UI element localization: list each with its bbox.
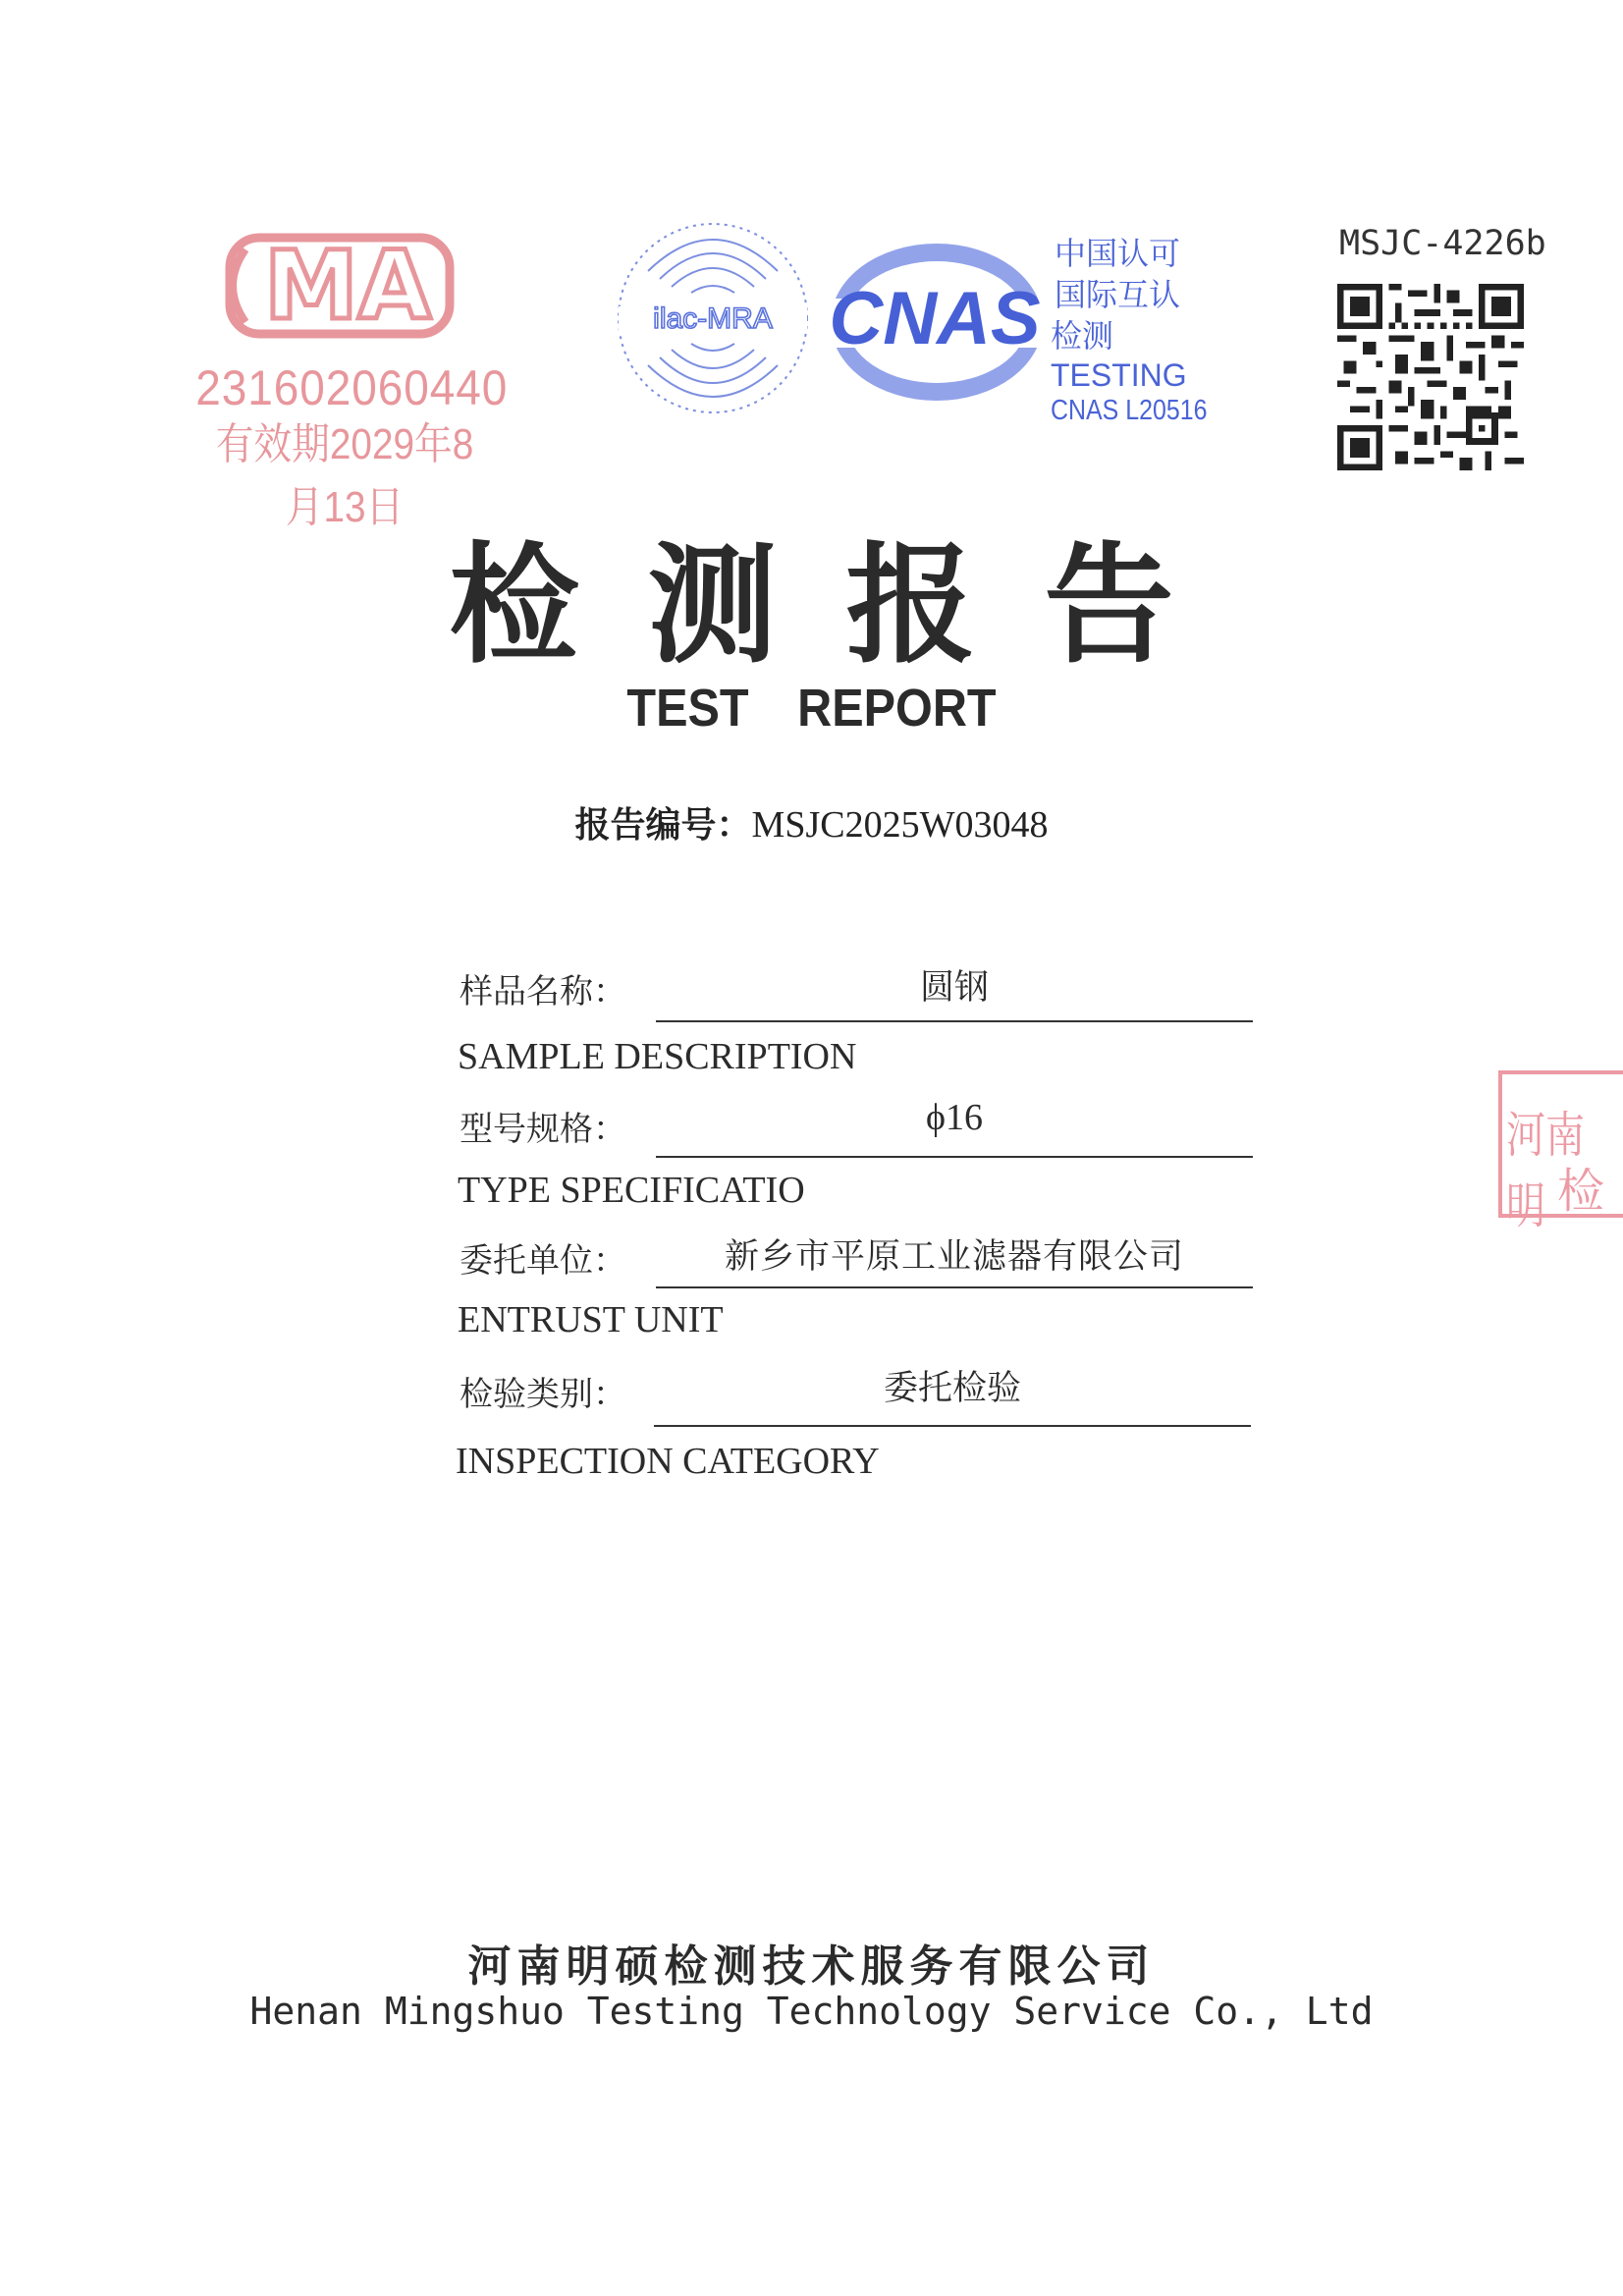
sample-description-label: SAMPLE DESCRIPTION (458, 1036, 857, 1077)
company-name-cn: 河南明硕检测技术服务有限公司 (467, 1941, 1156, 1992)
report-number (0, 797, 1623, 847)
edge-seal (1498, 1070, 1623, 1234)
type-spec-label: 型号规格： (460, 1110, 626, 1149)
sample-name-value: 圆钢 (919, 968, 989, 1008)
cma-logo-text: MA (264, 231, 431, 341)
inspection-category-label: 检验类别： (460, 1375, 626, 1414)
type-specification-label: TYPE SPECIFICATIO (458, 1170, 805, 1211)
cma-number: 231602060440 (195, 360, 509, 415)
sample-name-underline (656, 1020, 1253, 1022)
cnas-cn-line3: 检测 (1051, 317, 1114, 355)
type-spec-value: ϕ16 (925, 1097, 983, 1138)
company-name-en: Henan Mingshuo Testing Technology Service Co., Ltd (249, 1990, 1374, 2033)
edge-seal-text-1: 河南明 (1506, 1107, 1585, 1234)
edge-seal-text-2: 检 (1557, 1164, 1605, 1219)
inspection-category-underline (654, 1425, 1251, 1427)
cnas-en-line1: TESTING (1051, 357, 1187, 393)
report-title-en: TEST REPORT (626, 679, 997, 738)
cnas-cn-line1: 中国认可 (1055, 235, 1181, 272)
cnas-cn-line2: 国际互认 (1055, 276, 1181, 313)
report-number-value: MSJC2025W03048 (751, 804, 1049, 846)
report-title-cn: 检测报告 (449, 529, 1243, 682)
cma-logo-icon (216, 228, 463, 344)
form-code: MSJC-4226b (1339, 224, 1546, 263)
inspection-category-value: 委托检验 (883, 1369, 1021, 1408)
type-spec-underline (656, 1156, 1253, 1158)
cnas-logo-text: CNAS (829, 277, 1041, 360)
entrust-unit-en-label: ENTRUST UNIT (458, 1299, 724, 1340)
ilac-mra-logo-icon (609, 214, 817, 422)
entrust-unit-underline (656, 1286, 1253, 1288)
cma-validity: 有效期2029年8月13日 (215, 420, 474, 531)
qr-code-icon (1337, 281, 1524, 473)
entrust-unit-label: 委托单位： (460, 1241, 626, 1281)
inspection-category-en-label: INSPECTION CATEGORY (456, 1441, 880, 1482)
entrust-unit-value: 新乡市平原工业滤器有限公司 (724, 1237, 1184, 1277)
report-number-label: 报告编号： (574, 805, 752, 846)
cnas-logo-icon (821, 234, 1049, 409)
ilac-text: ilac-MRA (653, 302, 773, 335)
sample-name-label: 样品名称： (460, 972, 626, 1011)
cnas-en-line2: CNAS L20516 (1051, 395, 1208, 426)
